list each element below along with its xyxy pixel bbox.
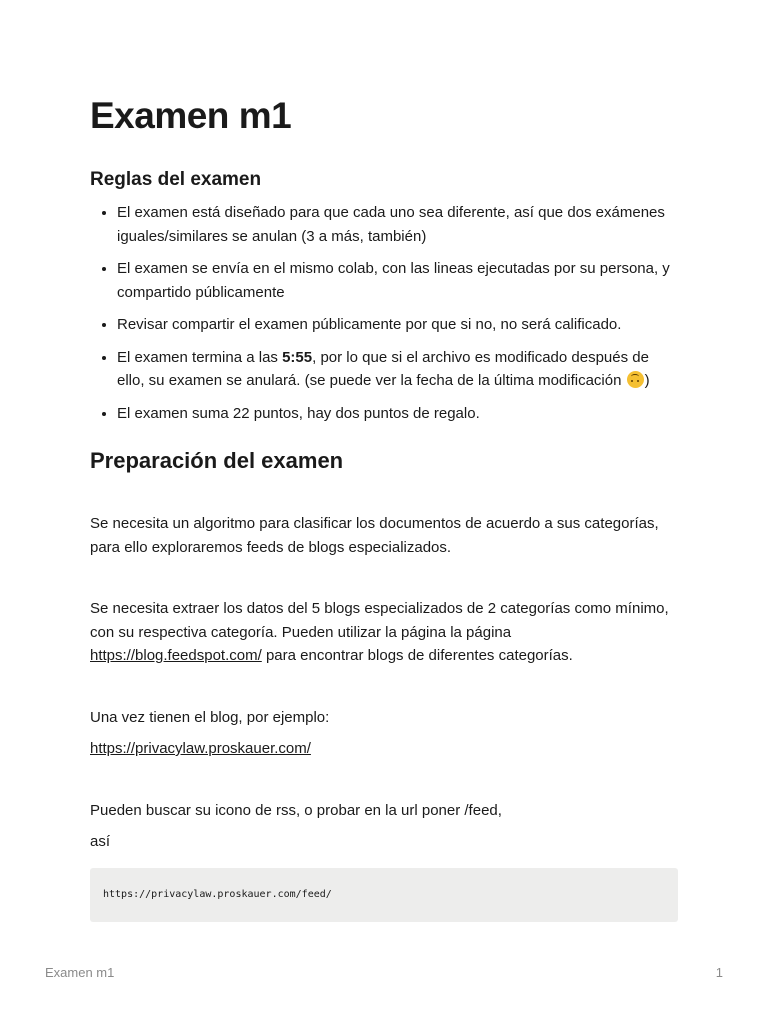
list-item: • El examen suma 22 puntos, hay dos puntos de regalo. <box>117 402 678 426</box>
paragraph-text: para encontrar blogs de diferentes categorías. <box>261 647 573 664</box>
paragraph-algorithm: Se necesita un algoritmo para clasificar los documentos de acuerdo a sus categorías, para ello exploraremos feeds de blogs especializados. <box>90 515 659 556</box>
list-item-text: , por lo que si el archivo es modificado después de ello, su examen se anulará. (se puede ver la fecha de la última modificación <box>117 348 649 389</box>
page-title: Examen m1 <box>90 95 292 136</box>
rules-list <box>90 201 678 434</box>
list-item-text: El examen termina a las <box>117 348 283 366</box>
paragraph-extract <box>90 597 678 668</box>
list-item: • El examen se envía en el mismo colab, con las lineas ejecutadas por su persona, y compartido públicamente <box>117 257 678 304</box>
list-item: • Revisar compartir el examen públicamente por que si no, no será calificado. <box>117 313 678 337</box>
deadline-time: 5:55 <box>282 348 313 366</box>
code-block: https://privacylaw.proskauer.com/feed/ <box>90 868 678 922</box>
paragraph-asi: así <box>90 833 111 850</box>
footer-page-number: 1 <box>715 965 723 980</box>
proskauer-link[interactable]: https://privacylaw.proskauer.com/ <box>90 740 311 757</box>
paragraph-example-link <box>90 737 678 761</box>
list-item-text: ) <box>644 372 650 389</box>
feedspot-link[interactable]: https://blog.feedspot.com/ <box>90 647 262 664</box>
list-item <box>117 346 678 393</box>
paragraph-example: Una vez tienen el blog, por ejemplo: <box>90 709 330 726</box>
rules-heading: Reglas del examen <box>90 169 262 190</box>
upside-down-face-icon <box>627 371 644 388</box>
paragraph-rss: Pueden buscar su icono de rss, o probar en la url poner /feed, <box>90 802 502 819</box>
footer-title: Examen m1 <box>45 965 115 980</box>
list-item: • El examen está diseñado para que cada uno sea diferente, así que dos exámenes iguales/similares se anulan (3 a más, también) <box>117 201 678 248</box>
paragraph-text: Se necesita extraer los datos del 5 blogs especializados de 2 categorías como mínimo, con su respectiva categoría. Pueden utilizar la página la página <box>90 600 669 641</box>
prep-heading: Preparación del examen <box>90 448 344 473</box>
